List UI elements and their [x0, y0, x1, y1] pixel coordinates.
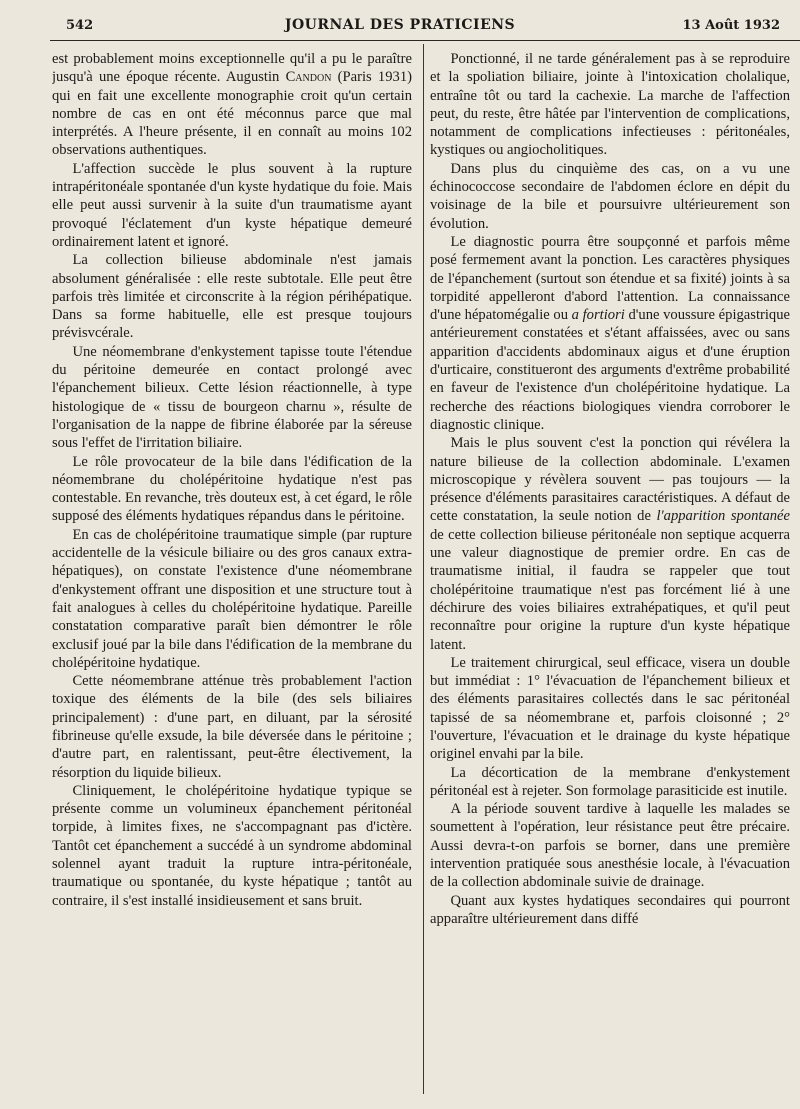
italic-term: l'apparition spontanée — [656, 508, 790, 525]
issue-date: 13 Août 1932 — [682, 18, 780, 33]
paragraph: L'affection succède le plus souvent à la rupture intrapéritonéale spontanée d'un kyste hydatique du foie. Mais elle peut aussi survenir à la suite d'un traumatisme ayant provoqué l'éclatement d'un kyste hépatique demeuré ordinairement latent et ignoré. — [52, 160, 412, 250]
paragraph: Le rôle provocateur de la bile dans l'édification de la néomembrane du cholépéritoine hydatique n'est pas contestable. En revanche, très douteux est, à cet égard, le rôle supposé des éléments hydatiques répandus dans le péritoine. — [52, 453, 412, 525]
author-name: Candon — [285, 69, 332, 86]
paragraph: Ponctionné, il ne tarde généralement pas à se reproduire et la spoliation biliaire, jointe à l'intoxication cholalique, entraîne tôt ou tard la cachexie. La marche de l'affection peut, du reste, être hâtée par l'intervention de complications, notamment de complications infectieuses : péritonéales, kystiques ou angiocholitiques. — [430, 51, 790, 159]
paragraph: Dans plus du cinquième des cas, on a vu une échinococcose secondaire de l'abdomen éclore en dépit du voisinage de la bile et poursuivre ultérieurement son évolution. — [430, 160, 790, 232]
page-number: 542 — [66, 18, 94, 33]
paragraph: A la période souvent tardive à laquelle les malades se soumettent à l'opération, leur résistance peut être précaire. Aussi devra-t-on parfois se borner, dans une première intervention pratiquée sous anesthésie locale, à l'évacuation de la collection abdominale suivie de drainage. — [430, 801, 790, 891]
paragraph: Cette néomembrane atténue très probablement l'action toxique des éléments de la bile (des sels biliaires principalement) : d'une part, en diluant, par la sérosité fibrineuse qu'elle exsude, la bile déversée dans le péritoine ; d'autre part, en ralentissant, peut-être électivement, la résorption du liquide bilieux. — [52, 673, 412, 781]
running-header — [0, 14, 800, 36]
paragraph: Le diagnostic pourra être soupçonné et parfois même posé fermement avant la ponction. Les caractères physiques de l'épanchement (surtout son étendue et sa fixité) joints à sa torpidité appelleront d'abord l'attention. La connaissance d'une hépatomégalie ou a fortiori d'une voussure épigastrique antérieurement constatées et s'étant affaissées, avec ou sans apparition d'accidents abdominaux aigus et d'une éruption d'urticaire, constitueront des arguments d'extrême probabilité en faveur de l'existence d'un cholépéritoine hydatique. La recherche des réactions biologiques viendra corroborer le diagnostic clinique. — [430, 233, 790, 433]
paragraph: En cas de cholépéritoine traumatique simple (par rupture accidentelle de la vésicule biliaire ou des gros canaux extra-hépatiques), on constate l'existence d'une néomembrane d'enkystement offrant une disposition et une structure tout à fait analogues à celles du cholépéritoine hydatique. Pareille constatation comparative paraît bien démontrer le rôle exclusif joué par la bile dans l'édification de la membrane du cholépéritoine hydatique. — [52, 526, 412, 671]
paragraph: Le traitement chirurgical, seul efficace, visera un double but immédiat : 1° l'évacuation de l'épanchement bilieux et des éléments parasitaires collectés dans le sac péritonéal tapissé de sa néomembrane et, parfois cloisonné ; 2° l'ouverture, l'évacuation et le drainage du kyste hépatique originel envahi par la bile. — [430, 654, 790, 763]
italic-term: a fortiori — [571, 307, 625, 324]
journal-title: JOURNAL DES PRATICIENS — [284, 17, 516, 33]
header-rule — [50, 40, 800, 41]
right-column — [430, 50, 790, 1098]
paragraph: Quant aux kystes hydatiques secondaires qui pourront apparaître ultérieurement dans diffé — [430, 892, 790, 927]
paragraph: Mais le plus souvent c'est la ponction qui révélera la nature bilieuse de la collection abdominale. L'examen microscopique y révèlera souvent — pas toujours — la présence d'éléments parasitaires caractéristiques. A défaut de cette constatation, la seule notion de l'apparition spontanée de cette collection bilieuse péritonéale non septique acquerra une valeur diagnostique de premier ordre. En cas de traumatisme initial, il faudra se rappeler que tout cholépéritoine traumatique n'est pas forcément lié à une déchirure des voies biliaires extrahépatiques, et qu'il peut reconnaître pour origine la rupture d'un kyste hépatique latent. — [430, 435, 790, 653]
paragraph: Une néomembrane d'enkystement tapisse toute l'étendue du péritoine demeurée en contact prolongé avec l'épanchement bilieux. Cette lésion réactionnelle, à type histologique de « tissu de bourgeon charnu », résulte de l'organisation de la nappe de fibrine élaborée par la séreuse sous l'effet de l'irritation biliaire. — [52, 343, 412, 452]
paragraph: est probablement moins exceptionnelle qu'il a pu le paraître jusqu'à une époque récente. Augustin Candon (Paris 1931) qui en fait une excellente monographie croit qu'un certain nombre de cas en ont été méconnus parce que mal interprétés. A l'heure présente, il en connaît au moins 102 observations authentiques. — [52, 51, 412, 159]
column-separator — [423, 44, 424, 1094]
left-column — [52, 50, 412, 1098]
paragraph: La collection bilieuse abdominale n'est jamais absolument généralisée : elle reste subtotale. Elle peut être parfois très limitée et circonscrite à la région périhépatique. Dans sa forme habituelle, elle est presque toujours prévisvcérale. — [52, 252, 412, 342]
paragraph: La décortication de la membrane d'enkystement péritonéal est à rejeter. Son formolage parasiticide est inutile. — [430, 764, 790, 799]
paragraph: Cliniquement, le cholépéritoine hydatique typique se présente comme un volumineux épanchement péritonéal torpide, à limites fixes, ne s'accompagnant pas d'ictère. Tantôt cet épanchement a succédé à un syndrome abdominal solennel ayant traduit la rupture intra-péritonéale, traumatique ou spontanée, du kyste hépatique ; tantôt au contraire, il s'est installé insidieusement et sans bruit. — [52, 782, 412, 909]
